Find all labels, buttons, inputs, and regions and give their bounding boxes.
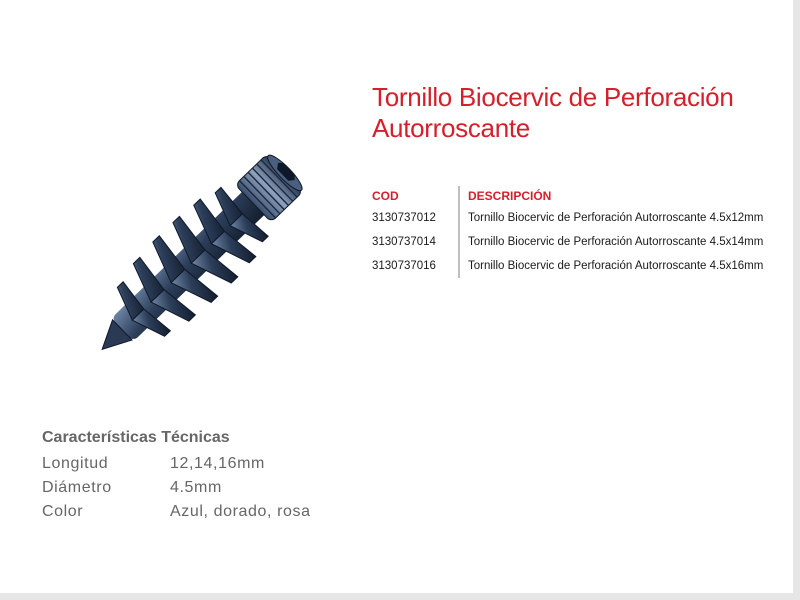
spec-label: Diámetro bbox=[42, 479, 112, 496]
row-desc: Tornillo Biocervic de Perforación Autorroscante 4.5x12mm bbox=[459, 206, 763, 230]
technical-specs bbox=[42, 428, 311, 524]
spec-label: Color bbox=[42, 503, 84, 520]
product-code-table bbox=[372, 186, 763, 278]
specs-title: Características Técnicas bbox=[42, 429, 230, 446]
product-title-line2: Autorroscante bbox=[372, 113, 530, 143]
table-row bbox=[372, 254, 763, 278]
table-row bbox=[372, 206, 763, 230]
table-row bbox=[372, 230, 763, 254]
product-title bbox=[372, 82, 772, 144]
row-desc: Tornillo Biocervic de Perforación Autorroscante 4.5x16mm bbox=[459, 254, 763, 278]
row-cod: 3130737012 bbox=[372, 212, 436, 224]
spec-row-longitud bbox=[42, 452, 311, 476]
header-cod: COD bbox=[372, 189, 399, 203]
product-title-line1: Tornillo Biocervic de Perforación bbox=[372, 82, 734, 112]
screw-image bbox=[60, 130, 350, 370]
header-descripcion: DESCRIPCIÓN bbox=[459, 186, 763, 206]
spec-row-color bbox=[42, 500, 311, 524]
row-cod: 3130737014 bbox=[372, 236, 436, 248]
row-desc: Tornillo Biocervic de Perforación Autorroscante 4.5x14mm bbox=[459, 230, 763, 254]
spec-label: Longitud bbox=[42, 455, 109, 472]
spec-row-diametro bbox=[42, 476, 311, 500]
table-header-row bbox=[372, 186, 763, 206]
row-cod: 3130737016 bbox=[372, 260, 436, 272]
spec-value: Azul, dorado, rosa bbox=[170, 503, 311, 520]
spec-value: 12,14,16mm bbox=[170, 455, 265, 472]
spec-value: 4.5mm bbox=[170, 479, 222, 496]
